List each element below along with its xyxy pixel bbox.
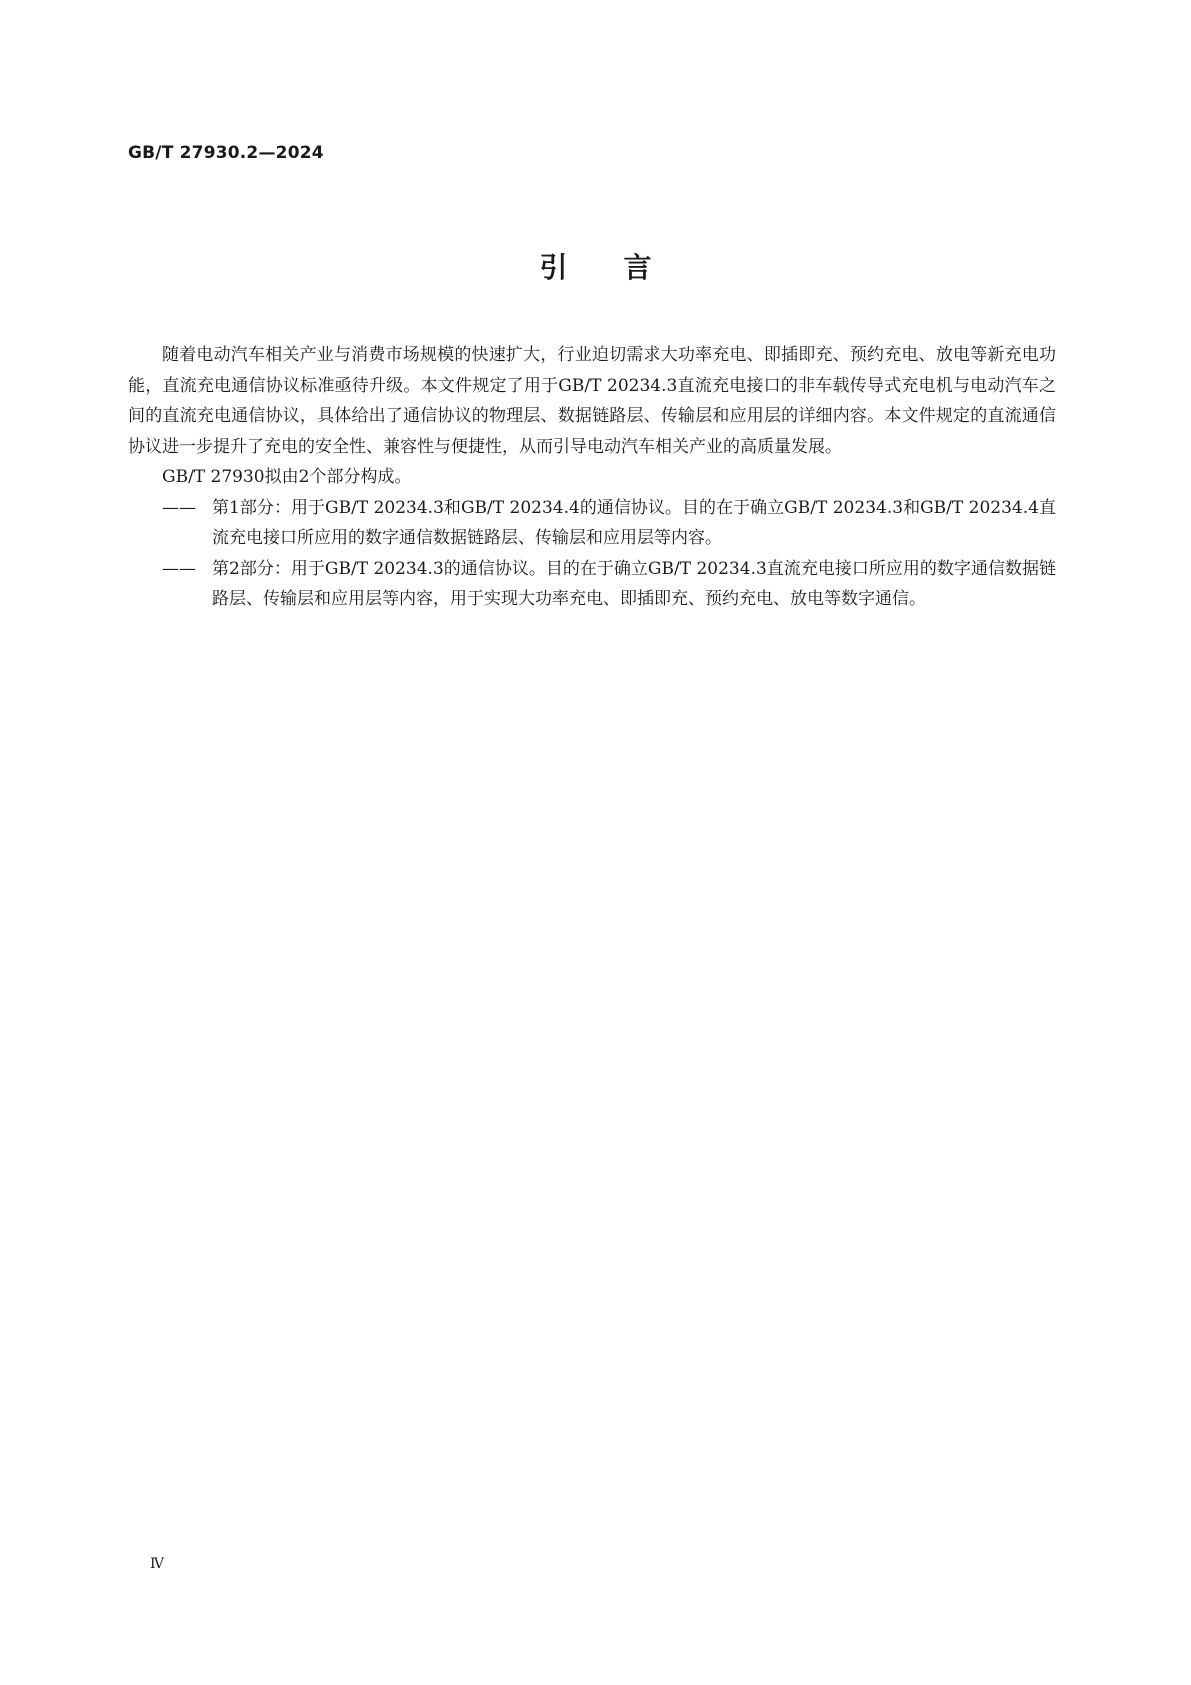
list-item-part-1 [128, 493, 1056, 554]
list-item-text: 第2部分：用于GB/T 20234.3的通信协议。目的在于确立GB/T 20234.3直流充电接口所应用的数字通信数据链路层、传输层和应用层等内容，用于实现大功率充电、即插即充、预约充电、放电等数字通信。 [212, 558, 1056, 609]
standard-code: GB/T 27930.2—2024 [128, 143, 324, 163]
page-number: Ⅳ [150, 1556, 164, 1572]
list-dash: —— [162, 497, 196, 518]
intro-paragraph: 随着电动汽车相关产业与消费市场规模的快速扩大，行业迫切需求大功率充电、即插即充、预约充电、放电等新充电功能，直流充电通信协议标准亟待升级。本文件规定了用于GB/T 20234.3直流充电接口的非车载传导式充电机与电动汽车之间的直流充电通信协议，具体给出了通信协议的物理层、数据链路层、传输层和应用层的详细内容。本文件规定的直流通信协议进一步提升了充电的安全性、兼容性与便捷性，从而引导电动汽车相关产业的高质量发展。 [128, 345, 1056, 457]
list-item-text: 第1部分：用于GB/T 20234.3和GB/T 20234.4的通信协议。目的在于确立GB/T 20234.3和GB/T 20234.4直流充电接口所应用的数字通信数据链路层、传输层和应用层等内容。 [212, 497, 1056, 548]
page-title: 引言 [539, 251, 708, 284]
list-item-part-2 [128, 554, 1056, 615]
structure-paragraph: GB/T 27930拟由2个部分构成。 [162, 467, 412, 487]
introduction-body [128, 340, 1056, 615]
list-dash: —— [162, 558, 196, 579]
